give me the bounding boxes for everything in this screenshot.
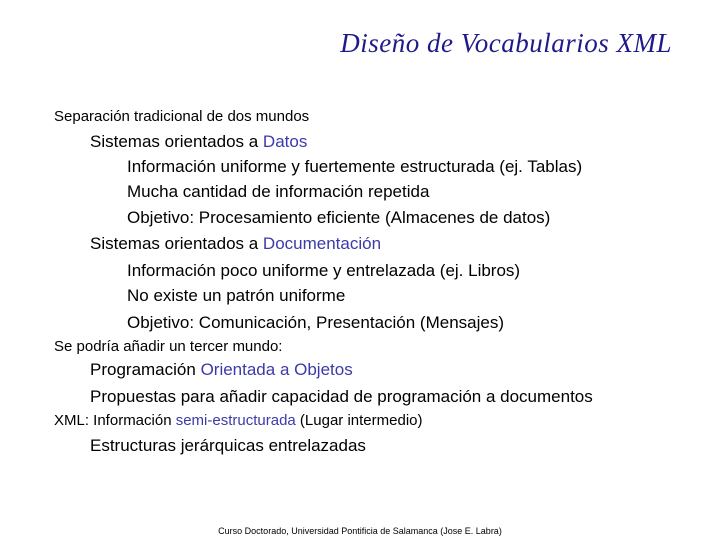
bullet-text: Se podría añadir un tercer mundo:	[54, 338, 283, 355]
bullet-line	[127, 157, 582, 177]
bullet-text: Objetivo: Procesamiento eficiente (Almacenes de datos)	[127, 208, 551, 227]
bullet-line	[54, 108, 309, 125]
bullet-text: No existe un patrón uniforme	[127, 286, 346, 305]
bullet-text: Información poco uniforme y entrelazada (ej. Libros)	[127, 261, 521, 280]
bullet-line	[90, 436, 366, 456]
bullet-line	[127, 286, 345, 306]
bullet-line	[90, 132, 307, 152]
slide-footer: Curso Doctorado, Universidad Pontificia de Salamanca (Jose E. Labra)	[218, 526, 502, 536]
bullet-line	[54, 338, 282, 355]
bullet-text: XML: Información	[54, 412, 176, 429]
bullet-line	[127, 182, 429, 202]
slide-title: Diseño de Vocabularios XML	[340, 28, 672, 58]
bullet-text: Programación	[90, 360, 201, 379]
bullet-text: Sistemas orientados a	[90, 132, 263, 151]
bullet-text: Sistemas orientados a	[90, 234, 263, 253]
bullet-text: Estructuras jerárquicas entrelazadas	[90, 436, 366, 455]
highlight-text: Documentación	[262, 234, 382, 253]
bullet-line	[90, 360, 353, 380]
highlight-text: semi-estructurada	[175, 412, 296, 429]
bullet-text: Separación tradicional de dos mundos	[54, 108, 310, 125]
bullet-line	[127, 261, 520, 281]
bullet-text: Mucha cantidad de información repetida	[127, 182, 430, 201]
bullet-line	[127, 208, 550, 228]
highlight-text: Orientada a Objetos	[200, 360, 353, 379]
bullet-text: (Lugar intermedio)	[295, 412, 423, 429]
bullet-text: Propuestas para añadir capacidad de programación a documentos	[90, 387, 593, 406]
bullet-text: Información uniforme y fuertemente estructurada (ej. Tablas)	[127, 157, 583, 176]
bullet-line	[127, 313, 504, 333]
bullet-line	[90, 387, 593, 407]
bullet-line	[54, 412, 423, 429]
bullet-text: Objetivo: Comunicación, Presentación (Mensajes)	[127, 313, 505, 332]
bullet-line	[90, 234, 381, 254]
highlight-text: Datos	[262, 132, 308, 151]
